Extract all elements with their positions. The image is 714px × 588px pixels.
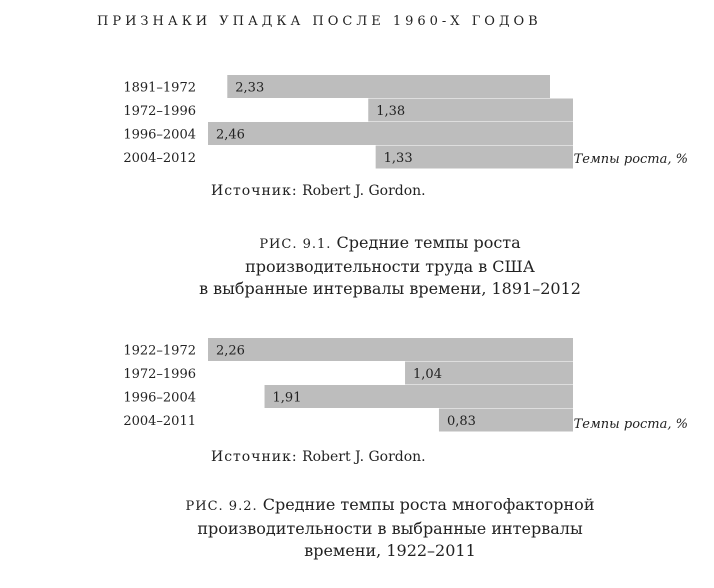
- chart2-caption-line2: производительности в выбранные интервалы: [197, 519, 583, 538]
- chart1-caption-line2: производительности труда в США: [245, 257, 535, 276]
- chart1-value-label: 2,46: [216, 127, 245, 143]
- chart2-value-label: 2,26: [216, 343, 245, 359]
- chart2-category-label: 1972–1996: [123, 367, 196, 382]
- chart1-source-text: Robert J. Gordon.: [302, 183, 426, 199]
- chart1-source-label: Источник:: [211, 183, 298, 199]
- chart1-caption-number: РИС. 9.1.: [259, 237, 332, 252]
- chart2-source-label: Источник:: [211, 449, 298, 465]
- chart2-bar: [208, 338, 573, 361]
- chart1-category-label: 1972–1996: [123, 104, 196, 119]
- chart2-category-label: 2004–2011: [123, 414, 196, 429]
- chart1-caption: [180, 232, 600, 300]
- chart2-caption-line3: времени, 1922–2011: [304, 541, 476, 560]
- page-header: ПРИЗНАКИ УПАДКА ПОСЛЕ 1960-Х ГОДОВ: [97, 14, 542, 29]
- chart2-source: [211, 449, 426, 465]
- chart2-category-label: 1922–1972: [123, 343, 196, 359]
- chart1-category-label: 1996–2004: [123, 127, 196, 143]
- chart2-value-label: 1,04: [413, 367, 442, 382]
- chart2-caption-line1: Средние темпы роста многофакторной: [262, 495, 595, 514]
- chart1-source: [211, 183, 426, 199]
- chart2-caption: [180, 494, 600, 562]
- chart1-value-label: 1,33: [383, 151, 413, 166]
- chart2-value-label: 0,83: [446, 414, 476, 429]
- chart1-value-label: 1,38: [376, 104, 406, 119]
- chart2-bar: [265, 385, 573, 408]
- chart2-source-text: Robert J. Gordon.: [302, 449, 426, 465]
- chart2-unit-label: Темпы роста, %: [573, 417, 688, 432]
- chart1-bar: [227, 75, 550, 98]
- chart1-category-label: 2004–2012: [123, 151, 196, 166]
- chart1-caption-line3: в выбранные интервалы времени, 1891–2012: [199, 279, 581, 298]
- chart1-value-label: 2,33: [235, 80, 265, 96]
- chart2-value-label: 1,91: [272, 390, 302, 406]
- chart1-category-label: 1891–1972: [123, 80, 196, 96]
- chart1-caption-line1: Средние темпы роста: [336, 233, 521, 252]
- chart2-caption-number: РИС. 9.2.: [185, 499, 258, 514]
- chart1-bar: [208, 122, 573, 145]
- chart1-unit-label: Темпы роста, %: [573, 152, 688, 167]
- chart2-category-label: 1996–2004: [123, 390, 196, 406]
